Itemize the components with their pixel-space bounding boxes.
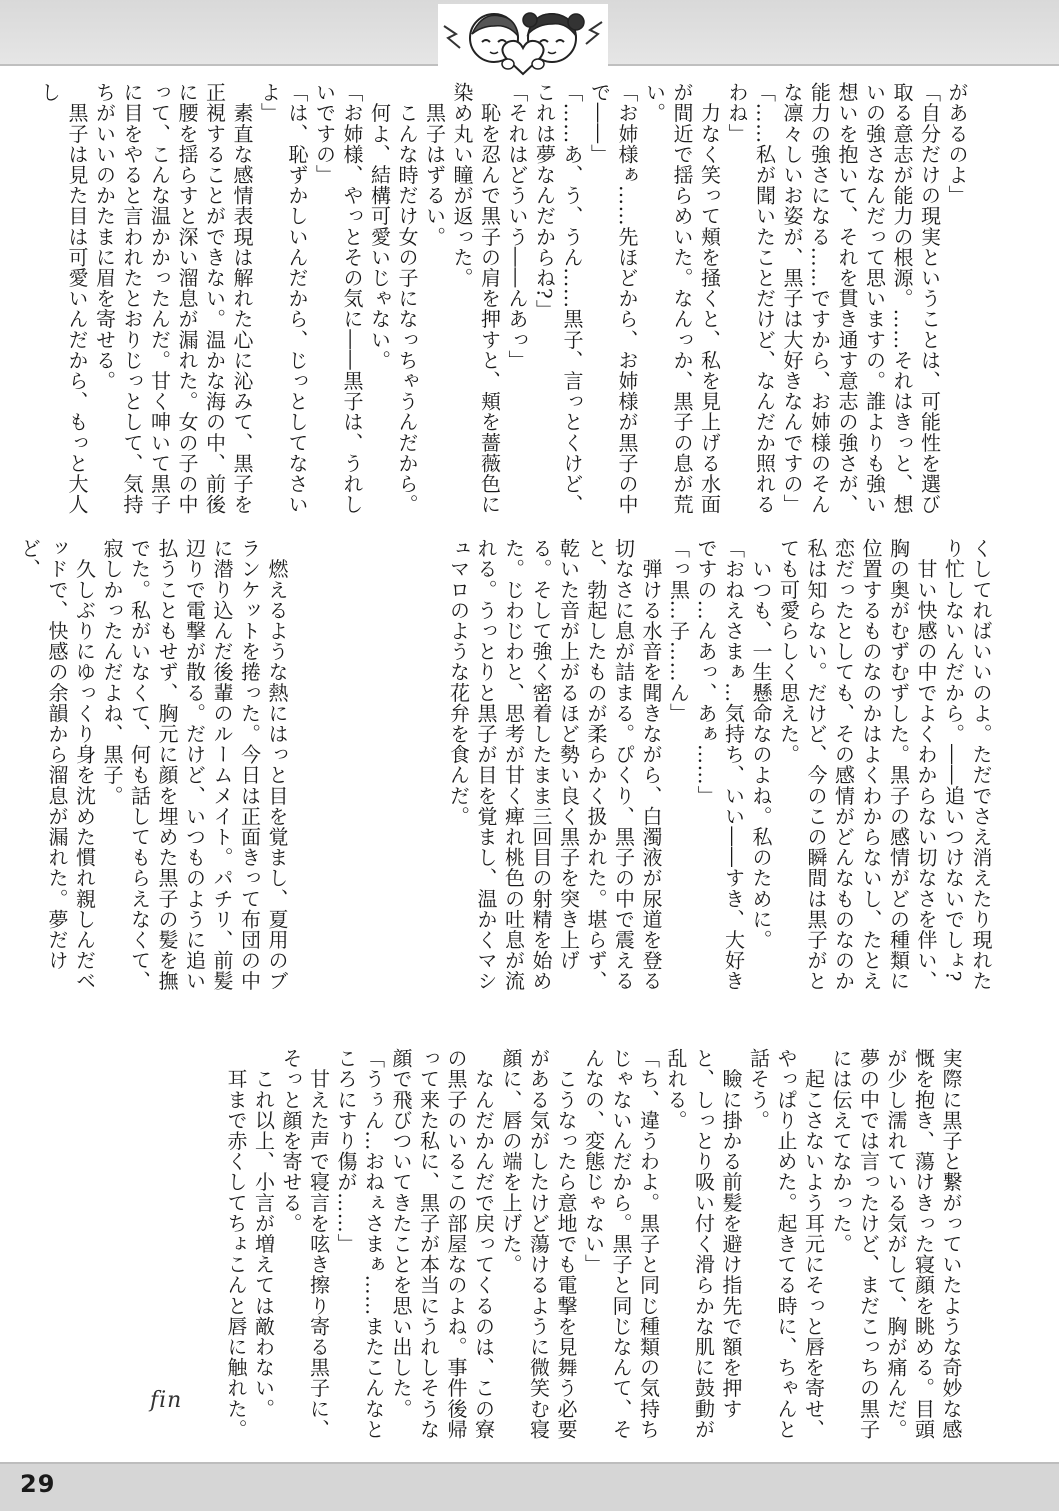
- paragraph: 「うぅん…おねぇさまぁ……またこんなところにすり傷が……」: [334, 1048, 386, 1440]
- paragraph: くしてればいいのよ。ただでさえ消えたり現れたり忙しないんだから。――追いつけないでしょ?: [941, 538, 993, 992]
- paragraph: 何よ、結構可愛いじゃない。: [367, 82, 392, 371]
- paragraph: 「それはどういう――んあっ」: [505, 82, 529, 371]
- footer-rule: [0, 1462, 1059, 1464]
- text-section-middle-left: [17, 538, 290, 998]
- paragraph: 「ち、違うわよ。黒子と同じ種類の気持ちじゃないんだから。黒子と同じなんて、そんなの、変態じゃない」: [581, 1048, 661, 1440]
- paragraph: 黒子はずるい。: [422, 82, 447, 247]
- paragraph: いつも、一生懸命なのよね。私のために。: [749, 538, 773, 950]
- paragraph: があるのよ」: [945, 82, 969, 206]
- text-section-top-right: [37, 82, 970, 520]
- paragraph: なんだかんだで戻ってくるのは、この寮の黒子のいるこの部屋なのよね。事件後帰って来た私に、黒子が本当にうれしそうな顔で飛びついてきたことを思い出した。: [389, 1048, 496, 1440]
- paragraph: 久しぶりにゆっくり身を沈めた慣れ親しんだベッドで、快感の余韻から溜息が漏れた。夢だけど、: [17, 538, 97, 992]
- paragraph: 実際に黒子と繋がっていたような奇妙な感慨を抱き、蕩けきった寝顔を眺める。目頭が少し濡れている気がして、胸が痛んだ。夢の中では言ったけど、まだこっちの黒子には伝えてなかった。: [829, 1048, 963, 1440]
- paragraph: 甘えた声で寝言を呟き擦り寄る黒子に、そっと顔を寄せる。: [279, 1048, 331, 1440]
- paragraph: 「自分だけの現実ということは、可能性を選び取る意志が能力の根源。……それはきっと、想いの強さなんだって思いますの。誰よりも強い想いを抱いて、それを貫き通す意志の強さが、能力の強さになる……ですから、お姉様のそんな凛々しいお姿が、黒子は大好きなんですの」: [780, 82, 942, 515]
- paragraph: 甘い快感の中でよくわからない切なさを伴い、胸の奥がむずむずした。黒子の感情がどの種類に位置するものなのかはよくわからないし、たとえ恋だったとしても、その感情がどんなものなのか私は知らない。だけど、今のこの瞬間は黒子がとても可愛らしく思えた。: [776, 538, 938, 992]
- chibi-characters-heart-illustration: [438, 4, 608, 82]
- paragraph: 黒子は見た目は可愛いんだから、もっと大人し: [37, 82, 89, 515]
- paragraph: 燃えるような熱にはっと目を覚まし、夏用のブランケットを捲った。今日は正面きって布団の中に潜り込んだ後輩のルームメイト。パチリ、前髪辺りで電撃が散る。だけど、いつものように追い払うこともせず、胸元に顔を埋めた黒子の髪を撫でた。私がいなくて、何も話してもらえなくて、寂しかったんだよね、黒子。: [100, 538, 289, 992]
- text-section-middle-right: [296, 538, 994, 998]
- paragraph: 耳まで赤くしてちょこんと唇に触れた。: [224, 1048, 248, 1440]
- paragraph: こんな時だけ女の子になっちゃうんだから。: [395, 82, 419, 515]
- footer-band: [0, 1462, 1059, 1511]
- paragraph: 「お姉様ぁ……先ほどから、お姉様が黒子の中で――」: [587, 82, 639, 515]
- paragraph: 「……あ、う、うん……黒子、言っとくけど、これは夢なんだからね?」: [532, 82, 584, 515]
- text-section-bottom: [224, 1048, 964, 1450]
- paragraph: これ以上、小言が増えては敵わない。: [251, 1048, 276, 1419]
- fin-mark: fin: [150, 1388, 183, 1413]
- paragraph: こうなったら意地でも電撃を見舞う必要がある気がしたけど蕩けるように微笑む寝顔に、唇の端を上げた。: [499, 1048, 578, 1440]
- paragraph: 「っ黒…子……ん」: [666, 538, 691, 724]
- paragraph: 恥を忍んで黒子の肩を押すと、頬を薔薇色に染め丸い瞳が返った。: [450, 82, 502, 515]
- paragraph: 「……私が聞いたことだけど、なんだか照れるわね」: [725, 82, 777, 515]
- paragraph: 素直な感情表現は解れた心に沁みて、黒子を正視することができない。温かな海の中、前後に腰を揺らすと深い溜息が漏れた。女の子の中って、こんな温かかったんだ。甘く呻いて黒子に目をやると言われたとおりじっとして、気持ちがいいのかたまに眉を寄せる。: [92, 82, 254, 515]
- paragraph: 力なく笑って頬を掻くと、私を見上げる水面が間近で揺らめいた。なんっか、黒子の息が荒い。: [642, 82, 722, 515]
- paragraph: 起こさないよう耳元にそっと唇を寄せ、やっぱり止めた。起きてる時に、ちゃんと話そう。: [746, 1048, 826, 1440]
- paragraph: 瞼に掛かる前髪を避け指先で額を押すと、しっとり吸い付く滑らかな肌に鼓動が乱れる。: [664, 1048, 743, 1440]
- paragraph: 「お姉様、やっとその気に――黒子は、うれしいですの」: [312, 82, 364, 515]
- page-number: 29: [20, 1470, 56, 1498]
- paragraph: 弾ける水音を聞きながら、白濁液が尿道を登る切なさに息が詰まる。ぴくり、黒子の中で震えると、勃起したものが柔らかく扱かれた。堪らず、乾いた音が上がるほど勢い良く黒子を突き上げる。そして強く密着したまま三回目の射精を始めた。じわじわと、思考が甘く痺れ桃色の吐息が流れる。うっとりと黒子が目を覚まし、温かくマシュマロのような花弁を食んだ。: [446, 538, 663, 992]
- paragraph: 「は、恥ずかしいんだから、じっとしてなさいよ」: [257, 82, 309, 515]
- paragraph: 「おねえさまぁ…気持ち、いい――すき、大好きですの…んあっ、あぁ……」: [694, 538, 746, 992]
